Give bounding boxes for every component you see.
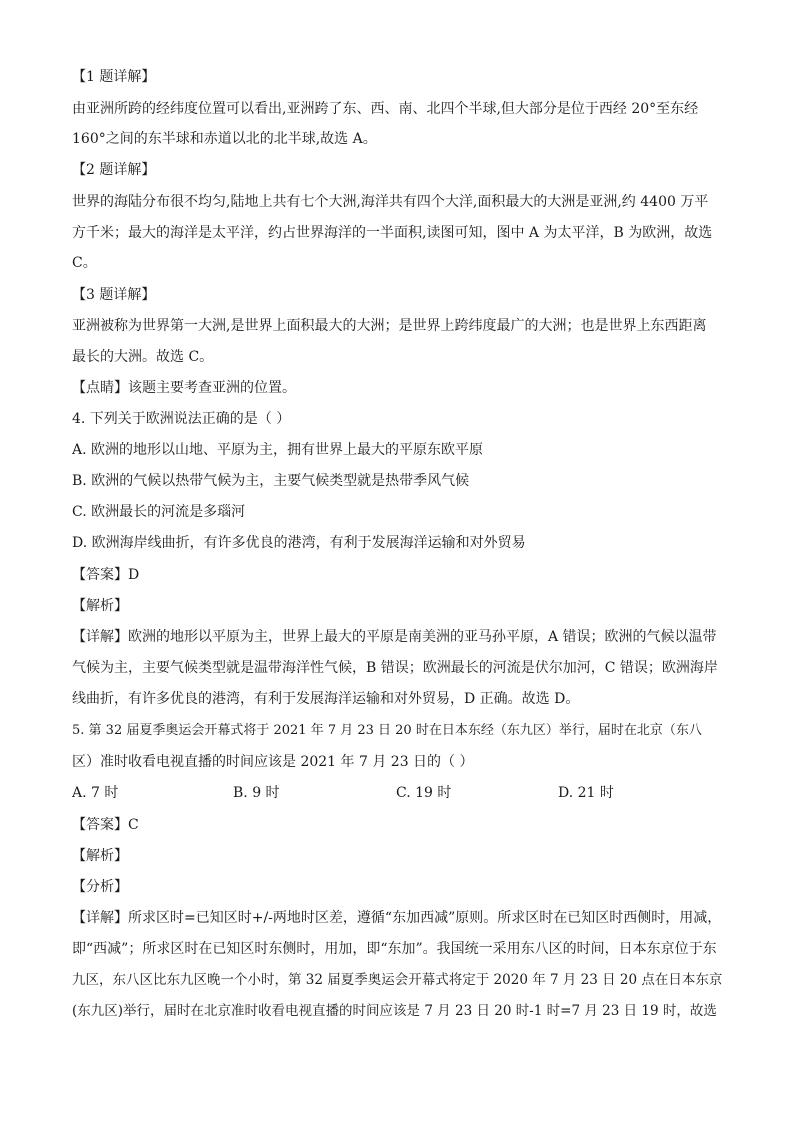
q4-stem: 4. 下列关于欧洲说法正确的是（ ） xyxy=(72,411,291,427)
comment-dianjing: 【点睛】该题主要考查亚洲的位置。 xyxy=(72,380,296,396)
q5-analysis-heading: 【解析】 xyxy=(72,848,128,864)
q5-detail-line: 即“西减”；所求区时在已知区时东侧时，用加，即“东加”。我国统一采用东八区的时间，日本东京位于东 xyxy=(72,941,717,957)
q4-option-d: D. 欧洲海岸线曲折，有许多优良的港湾，有利于发展海洋运输和对外贸易 xyxy=(72,535,526,551)
q5-detail-line: 【详解】所求区时=已知区时+/-两地时区差，遵循“东加西减”原则。所求区时在已知区时西侧时，用减， xyxy=(72,910,722,926)
q3-detail-line: 亚洲被称为世界第一大洲,是世界上面积最大的大洲；是世界上跨纬度最广的大洲；也是世界上东西距离 xyxy=(72,318,707,334)
q4-option-b: B. 欧洲的气候以热带气候为主，主要气候类型就是热带季风气候 xyxy=(72,473,470,489)
q5-answer: 【答案】C xyxy=(72,817,139,833)
q1-detail-heading: 【1 题详解】 xyxy=(72,69,156,85)
q5-stem-line: 区）准时收看电视直播的时间应该是 2021 年 7 月 23 日的（ ） xyxy=(72,754,474,770)
q5-detail-line: 九区，东八区比东九区晚一个小时，第 32 届夏季奥运会开幕式将定于 2020 年 7 月 23 日 20 点在日本东京 xyxy=(72,972,723,988)
q4-detail-line: 气候为主，主要气候类型就是温带海洋性气候，B 错误；欧洲最长的河流是伏尔加河，C 错误；欧洲海岸 xyxy=(72,660,718,676)
q3-detail-line: 最长的大洲。故选 C。 xyxy=(72,349,214,365)
q2-detail-line: C。 xyxy=(72,255,97,271)
q2-detail-line: 世界的海陆分布很不均匀,陆地上共有七个大洲,海洋共有四个大洋,面积最大的大洲是亚洲,约 4400 万平 xyxy=(72,194,709,210)
q4-detail-line: 线曲折，有许多优良的港湾，有利于发展海洋运输和对外贸易，D 正确。故选 D。 xyxy=(72,691,580,707)
q5-option-b: B. 9 时 xyxy=(233,785,280,801)
q2-detail-line: 方千米；最大的海洋是太平洋，约占世界海洋的一半面积,读图可知，图中 A 为太平洋，B 为欧洲，故选 xyxy=(72,225,713,241)
q1-detail-line: 由亚洲所跨的经纬度位置可以看出,亚洲跨了东、西、南、北四个半球,但大部分是位于西经 20°至东经 xyxy=(72,101,699,117)
q4-option-a: A. 欧洲的地形以山地、平原为主，拥有世界上最大的平原东欧平原 xyxy=(72,442,484,458)
q5-detail-line: (东九区)举行，届时在北京准时收看电视直播的时间应该是 7 月 23 日 20 时-1 时=7 月 23 日 19 时，故选 xyxy=(72,1003,717,1019)
q4-answer: 【答案】D xyxy=(72,567,140,583)
q4-analysis-heading: 【解析】 xyxy=(72,598,128,614)
q5-option-d: D. 21 时 xyxy=(558,785,614,801)
q2-detail-heading: 【2 题详解】 xyxy=(72,162,156,178)
q5-option-a: A. 7 时 xyxy=(72,785,119,801)
q5-stem-line: 5. 第 32 届夏季奥运会开幕式将于 2021 年 7 月 23 日 20 时在日本东经（东九区）举行，届时在北京（东八 xyxy=(72,723,702,738)
q1-detail-line: 160°之间的东半球和赤道以北的北半球,故选 A。 xyxy=(72,131,377,147)
q5-fenxi-heading: 【分析】 xyxy=(72,879,128,895)
q3-detail-heading: 【3 题详解】 xyxy=(72,287,156,303)
q4-option-c: C. 欧洲最长的河流是多瑙河 xyxy=(72,504,246,520)
q4-detail-line: 【详解】欧洲的地形以平原为主，世界上最大的平原是南美洲的亚马孙平原，A 错误；欧洲的气候以温带 xyxy=(72,629,717,645)
q5-option-c: C. 19 时 xyxy=(396,785,452,801)
